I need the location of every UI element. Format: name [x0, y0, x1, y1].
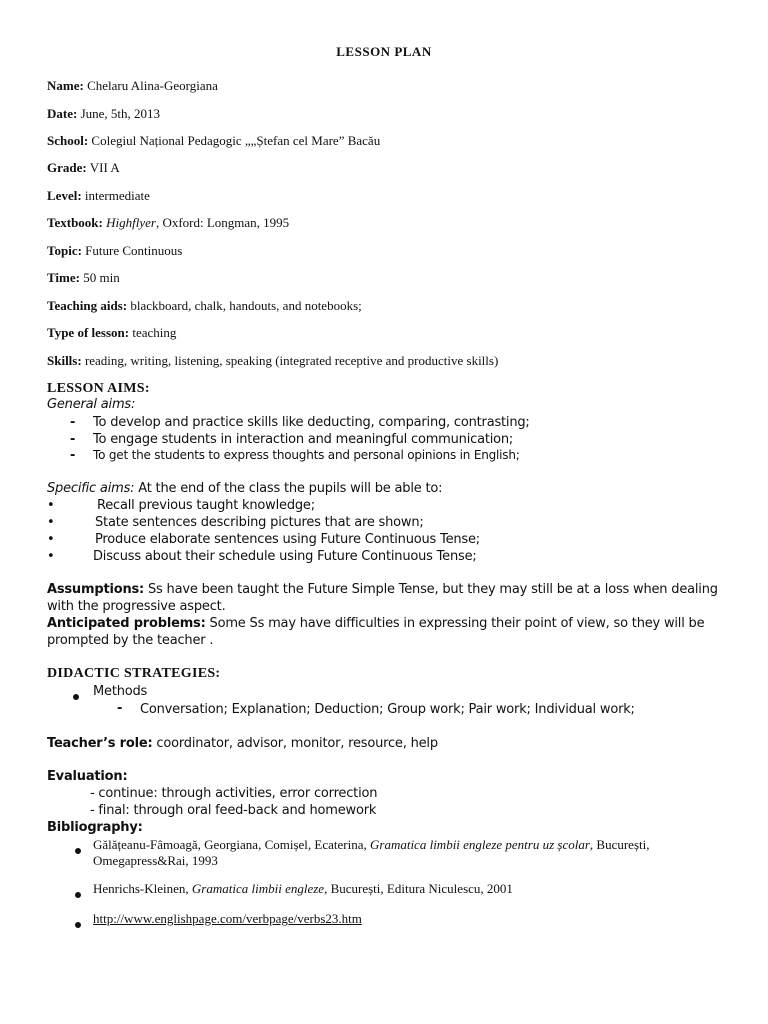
- field-value: June, 5th, 2013: [80, 106, 161, 121]
- field-label: Grade:: [47, 160, 87, 175]
- assumptions-line-2: with the progressive aspect.: [47, 599, 226, 614]
- field-school: [47, 134, 380, 147]
- specific-aims-line: [47, 482, 442, 495]
- anticipated-problems-text: Some Ss may have difficulties in expressing their point of view, so they will be: [205, 616, 705, 631]
- bibliography-bullet-icon: [75, 916, 81, 932]
- field-skills: [47, 354, 498, 367]
- field-type-of-lesson: [47, 326, 176, 339]
- bib-text: , București,: [589, 837, 650, 852]
- field-label: Level:: [47, 188, 82, 203]
- teachers-role-value: coordinator, advisor, monitor, resource, help: [152, 736, 438, 751]
- bibliography-bullet-icon: [75, 886, 81, 902]
- methods-bullet-icon: [73, 688, 79, 704]
- assumptions-text: Ss have been taught the Future Simple Tense, but they may still be at a loss when dealing: [144, 582, 718, 597]
- field-textbook: [47, 216, 289, 229]
- bib-title: Gramatica limbii engleze pentru uz școlar: [370, 837, 590, 852]
- field-value: Future Continuous: [85, 243, 183, 258]
- bibliography-link[interactable]: http://www.englishpage.com/verbpage/verbs23.htm: [93, 911, 362, 926]
- field-value: , Oxford: Longman, 1995: [155, 215, 290, 230]
- specific-aims-label: Specific aims:: [47, 481, 135, 496]
- lesson-aims-heading: LESSON AIMS:: [47, 381, 150, 396]
- field-name: [47, 79, 218, 92]
- field-value-italic: Highflyer: [106, 215, 156, 230]
- field-teaching-aids: [47, 299, 362, 312]
- general-aim-text: To develop and practice skills like deducting, comparing, contrasting;: [93, 415, 530, 430]
- dash-bullet-icon: -: [70, 413, 76, 430]
- field-grade: [47, 161, 120, 174]
- specific-aim-bullet-icon: •: [47, 515, 55, 530]
- field-value: teaching: [132, 325, 177, 340]
- field-value: reading, writing, listening, speaking (integrated receptive and productive skills): [84, 353, 499, 368]
- field-label: Date:: [47, 106, 78, 121]
- field-value: blackboard, chalk, handouts, and notebooks;: [127, 298, 362, 313]
- assumptions-line-1: [47, 583, 718, 596]
- field-label: Name:: [47, 78, 84, 93]
- field-value: 50 min: [83, 270, 120, 285]
- field-label: Topic:: [47, 243, 82, 258]
- field-date: [47, 107, 160, 120]
- field-value: Colegiul Național Pedagogic „„Ștefan cel Mare” Bacău: [91, 133, 381, 148]
- field-label: Type of lesson:: [47, 325, 130, 340]
- bibliography-item-1-line-2: Omegapress&Rai, 1993: [93, 853, 218, 868]
- specific-aim-bullet-icon: •: [47, 498, 55, 513]
- specific-aim-text: Produce elaborate sentences using Future Continuous Tense;: [95, 532, 480, 547]
- field-topic: [47, 244, 182, 257]
- anticipated-problems-line-2: prompted by the teacher .: [47, 633, 214, 648]
- assumptions-label: Assumptions:: [47, 582, 145, 597]
- general-aim-text: To get the students to express thoughts and personal opinions in English;: [93, 448, 520, 462]
- anticipated-problems-label: Anticipated problems:: [47, 616, 206, 631]
- general-aim-text: To engage students in interaction and meaningful communication;: [93, 432, 514, 447]
- field-value: VII A: [89, 160, 120, 175]
- general-aim-item: [70, 447, 75, 463]
- methods-list: Conversation; Explanation; Deduction; Group work; Pair work; Individual work;: [140, 702, 635, 717]
- specific-aims-intro: At the end of the class the pupils will be able to:: [134, 481, 443, 496]
- bibliography-item-1: [93, 838, 649, 851]
- evaluation-item: - final: through oral feed-back and homework: [90, 803, 377, 818]
- dash-bullet-icon: -: [70, 430, 76, 447]
- methods-dash-icon: -: [117, 699, 123, 716]
- specific-aim-text: Discuss about their schedule using Future Continuous Tense;: [93, 549, 477, 564]
- specific-aim-bullet-icon: •: [47, 549, 55, 564]
- field-label: Textbook:: [47, 215, 103, 230]
- bibliography-item-2: [93, 882, 513, 895]
- teachers-role-line: [47, 737, 438, 750]
- field-value: intermediate: [84, 188, 150, 203]
- bib-text: Henrichs-Kleinen,: [93, 881, 192, 896]
- bib-text: , București, Editura Niculescu, 2001: [324, 881, 513, 896]
- general-aims-label: General aims:: [47, 397, 136, 412]
- anticipated-problems-line-1: [47, 617, 704, 630]
- field-label: School:: [47, 133, 89, 148]
- dash-bullet-icon: -: [70, 446, 76, 463]
- teachers-role-label: Teacher’s role:: [47, 736, 153, 751]
- field-time: [47, 271, 120, 284]
- bib-text: Gălățeanu-Fâmoagă, Georgiana, Comișel, Ecaterina,: [93, 837, 370, 852]
- bibliography-bullet-icon: [75, 842, 81, 858]
- methods-label: Methods: [93, 684, 148, 699]
- general-aim-item: [70, 414, 75, 430]
- evaluation-item: - continue: through activities, error correction: [90, 786, 378, 801]
- field-label: Teaching aids:: [47, 298, 128, 313]
- evaluation-label: Evaluation:: [47, 769, 128, 784]
- field-label: Skills:: [47, 353, 82, 368]
- bibliography-label: Bibliography:: [47, 820, 143, 835]
- specific-aim-bullet-icon: •: [47, 532, 55, 547]
- general-aim-item: [70, 431, 75, 447]
- document-title: LESSON PLAN: [336, 44, 432, 59]
- specific-aim-text: Recall previous taught knowledge;: [97, 498, 315, 513]
- field-label: Time:: [47, 270, 80, 285]
- bib-title: Gramatica limbii engleze: [191, 881, 325, 896]
- specific-aim-text: State sentences describing pictures that are shown;: [95, 515, 424, 530]
- didactic-strategies-heading: DIDACTIC STRATEGIES:: [47, 666, 221, 681]
- field-value: Chelaru Alina-Georgiana: [87, 78, 218, 93]
- field-level: [47, 189, 150, 202]
